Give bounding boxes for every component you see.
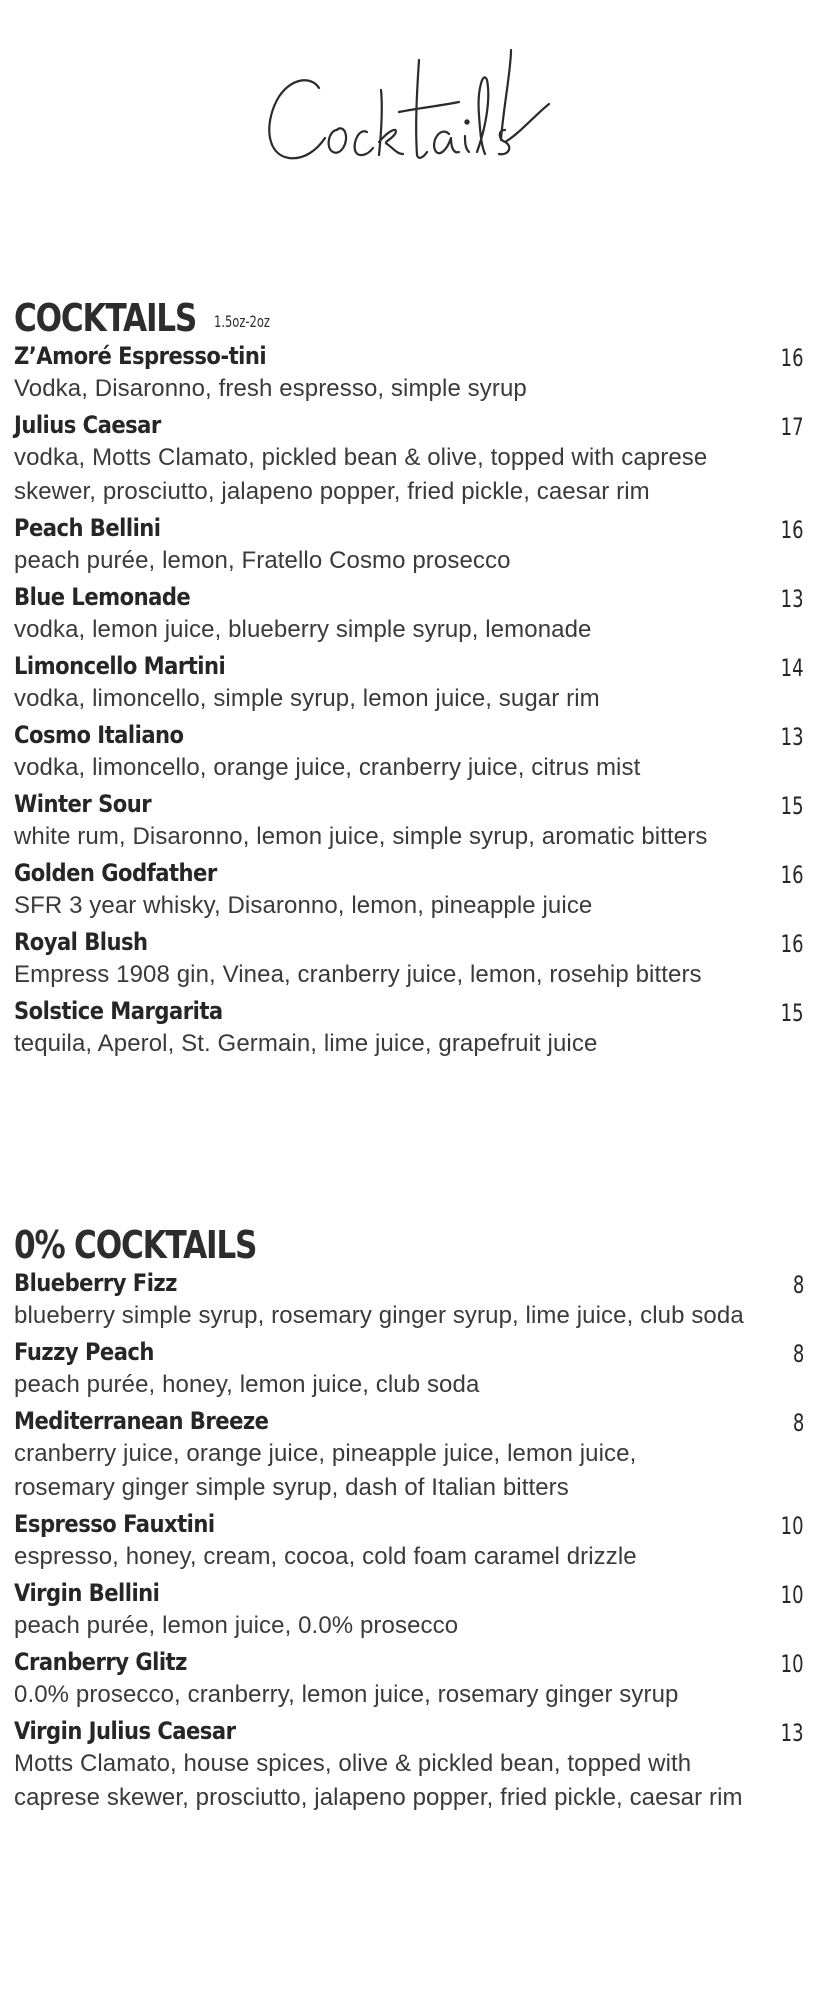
- menu-item-name: Blue Lemonade: [14, 583, 191, 611]
- zero-cocktails-header: [14, 1212, 806, 1267]
- menu-item-description: skewer, prosciutto, jalapeno popper, fried pickle, caesar rim: [14, 478, 650, 505]
- menu-item-name: Golden Godfather: [14, 859, 217, 887]
- menu-item-description: espresso, honey, cream, cocoa, cold foam caramel drizzle: [14, 1543, 637, 1570]
- menu-item-name: Royal Blush: [14, 928, 148, 956]
- menu-item-price: 10: [781, 1581, 804, 1609]
- menu-item: [14, 927, 806, 992]
- menu-item-price: 17: [781, 413, 804, 441]
- cocktails-section: [14, 285, 806, 1065]
- menu-item: [14, 1578, 806, 1643]
- menu-item-price: 16: [781, 930, 804, 958]
- menu-item-name: Mediterranean Breeze: [14, 1407, 269, 1435]
- menu-item: [14, 720, 806, 785]
- menu-item-name: Fuzzy Peach: [14, 1338, 154, 1366]
- menu-item-price: 13: [781, 1719, 804, 1747]
- menu-item-price: 14: [781, 654, 804, 682]
- cocktails-pour-size: 1.5oz-2oz: [214, 312, 271, 331]
- menu-item-name: Cranberry Glitz: [14, 1648, 187, 1676]
- menu-item: [14, 341, 806, 406]
- menu-item: [14, 651, 806, 716]
- menu-item-price: 16: [781, 861, 804, 889]
- zero-cocktails-list: [14, 1268, 806, 1815]
- menu-item-description: blueberry simple syrup, rosemary ginger syrup, lime juice, club soda: [14, 1302, 744, 1329]
- menu-item-name: Julius Caesar: [14, 411, 161, 439]
- menu-item-price: 13: [781, 585, 804, 613]
- menu-item-description: cranberry juice, orange juice, pineapple juice, lemon juice,: [14, 1440, 637, 1467]
- menu-item: [14, 1268, 806, 1333]
- menu-item-price: 15: [781, 999, 804, 1027]
- menu-item-description: vodka, Motts Clamato, pickled bean & olive, topped with caprese: [14, 444, 708, 471]
- menu-item-price: 10: [781, 1512, 804, 1540]
- menu-item-description: rosemary ginger simple syrup, dash of Italian bitters: [14, 1474, 569, 1501]
- menu-item-price: 16: [781, 516, 804, 544]
- menu-item: [14, 582, 806, 647]
- menu-item-price: 15: [781, 792, 804, 820]
- menu-item-description: peach purée, honey, lemon juice, club soda: [14, 1371, 480, 1398]
- menu-item: [14, 1337, 806, 1402]
- menu-item-description: caprese skewer, prosciutto, jalapeno popper, fried pickle, caesar rim: [14, 1784, 743, 1811]
- menu-item-description: Vodka, Disaronno, fresh espresso, simple syrup: [14, 375, 527, 402]
- menu-item-description: vodka, lemon juice, blueberry simple syrup, lemonade: [14, 616, 592, 643]
- menu-item: [14, 410, 806, 509]
- menu-item-price: 8: [792, 1271, 804, 1299]
- cocktails-header: [14, 285, 806, 340]
- script-title-logo: [0, 30, 818, 200]
- menu-item-name: Virgin Bellini: [14, 1579, 160, 1607]
- menu-item-name: Peach Bellini: [14, 514, 161, 542]
- cocktails-list: [14, 341, 806, 1061]
- menu-item-description: peach purée, lemon, Fratello Cosmo prosecco: [14, 547, 511, 574]
- menu-item-price: 8: [792, 1340, 804, 1368]
- menu-item: [14, 513, 806, 578]
- menu-item-description: Motts Clamato, house spices, olive & pickled bean, topped with: [14, 1750, 692, 1777]
- menu-item-price: 13: [781, 723, 804, 751]
- menu-item-name: Cosmo Italiano: [14, 721, 184, 749]
- zero-cocktails-section: [14, 1212, 806, 1819]
- menu-item-description: 0.0% prosecco, cranberry, lemon juice, rosemary ginger syrup: [14, 1681, 679, 1708]
- menu-item-name: Solstice Margarita: [14, 997, 223, 1025]
- zero-cocktails-section-title: 0% COCKTAILS: [14, 1223, 257, 1267]
- menu-item-price: 10: [781, 1650, 804, 1678]
- menu-item: [14, 1647, 806, 1712]
- menu-item: [14, 858, 806, 923]
- menu-item-name: Limoncello Martini: [14, 652, 226, 680]
- menu-item: [14, 1509, 806, 1574]
- menu-item-price: 8: [792, 1409, 804, 1437]
- menu-item: [14, 1716, 806, 1815]
- menu-item: [14, 789, 806, 854]
- menu-item-name: Z’Amoré Espresso-tini: [14, 342, 267, 370]
- menu-item-name: Virgin Julius Caesar: [14, 1717, 236, 1745]
- menu-item-name: Blueberry Fizz: [14, 1269, 177, 1297]
- menu-item: [14, 1406, 806, 1505]
- menu-item-description: white rum, Disaronno, lemon juice, simple syrup, aromatic bitters: [14, 823, 708, 850]
- cocktails-section-title: COCKTAILS: [14, 296, 197, 340]
- menu-item-price: 16: [781, 344, 804, 372]
- menu-item-description: peach purée, lemon juice, 0.0% prosecco: [14, 1612, 459, 1639]
- menu-item-description: Empress 1908 gin, Vinea, cranberry juice, lemon, rosehip bitters: [14, 961, 702, 988]
- menu-item-description: tequila, Aperol, St. Germain, lime juice, grapefruit juice: [14, 1030, 598, 1057]
- menu-item-description: vodka, limoncello, simple syrup, lemon juice, sugar rim: [14, 685, 600, 712]
- menu-item-name: Winter Sour: [14, 790, 152, 818]
- cocktails-script-lettering: [249, 30, 569, 180]
- menu-item: [14, 996, 806, 1061]
- menu-item-name: Espresso Fauxtini: [14, 1510, 215, 1538]
- menu-item-description: vodka, limoncello, orange juice, cranberry juice, citrus mist: [14, 754, 641, 781]
- menu-item-description: SFR 3 year whisky, Disaronno, lemon, pineapple juice: [14, 892, 593, 919]
